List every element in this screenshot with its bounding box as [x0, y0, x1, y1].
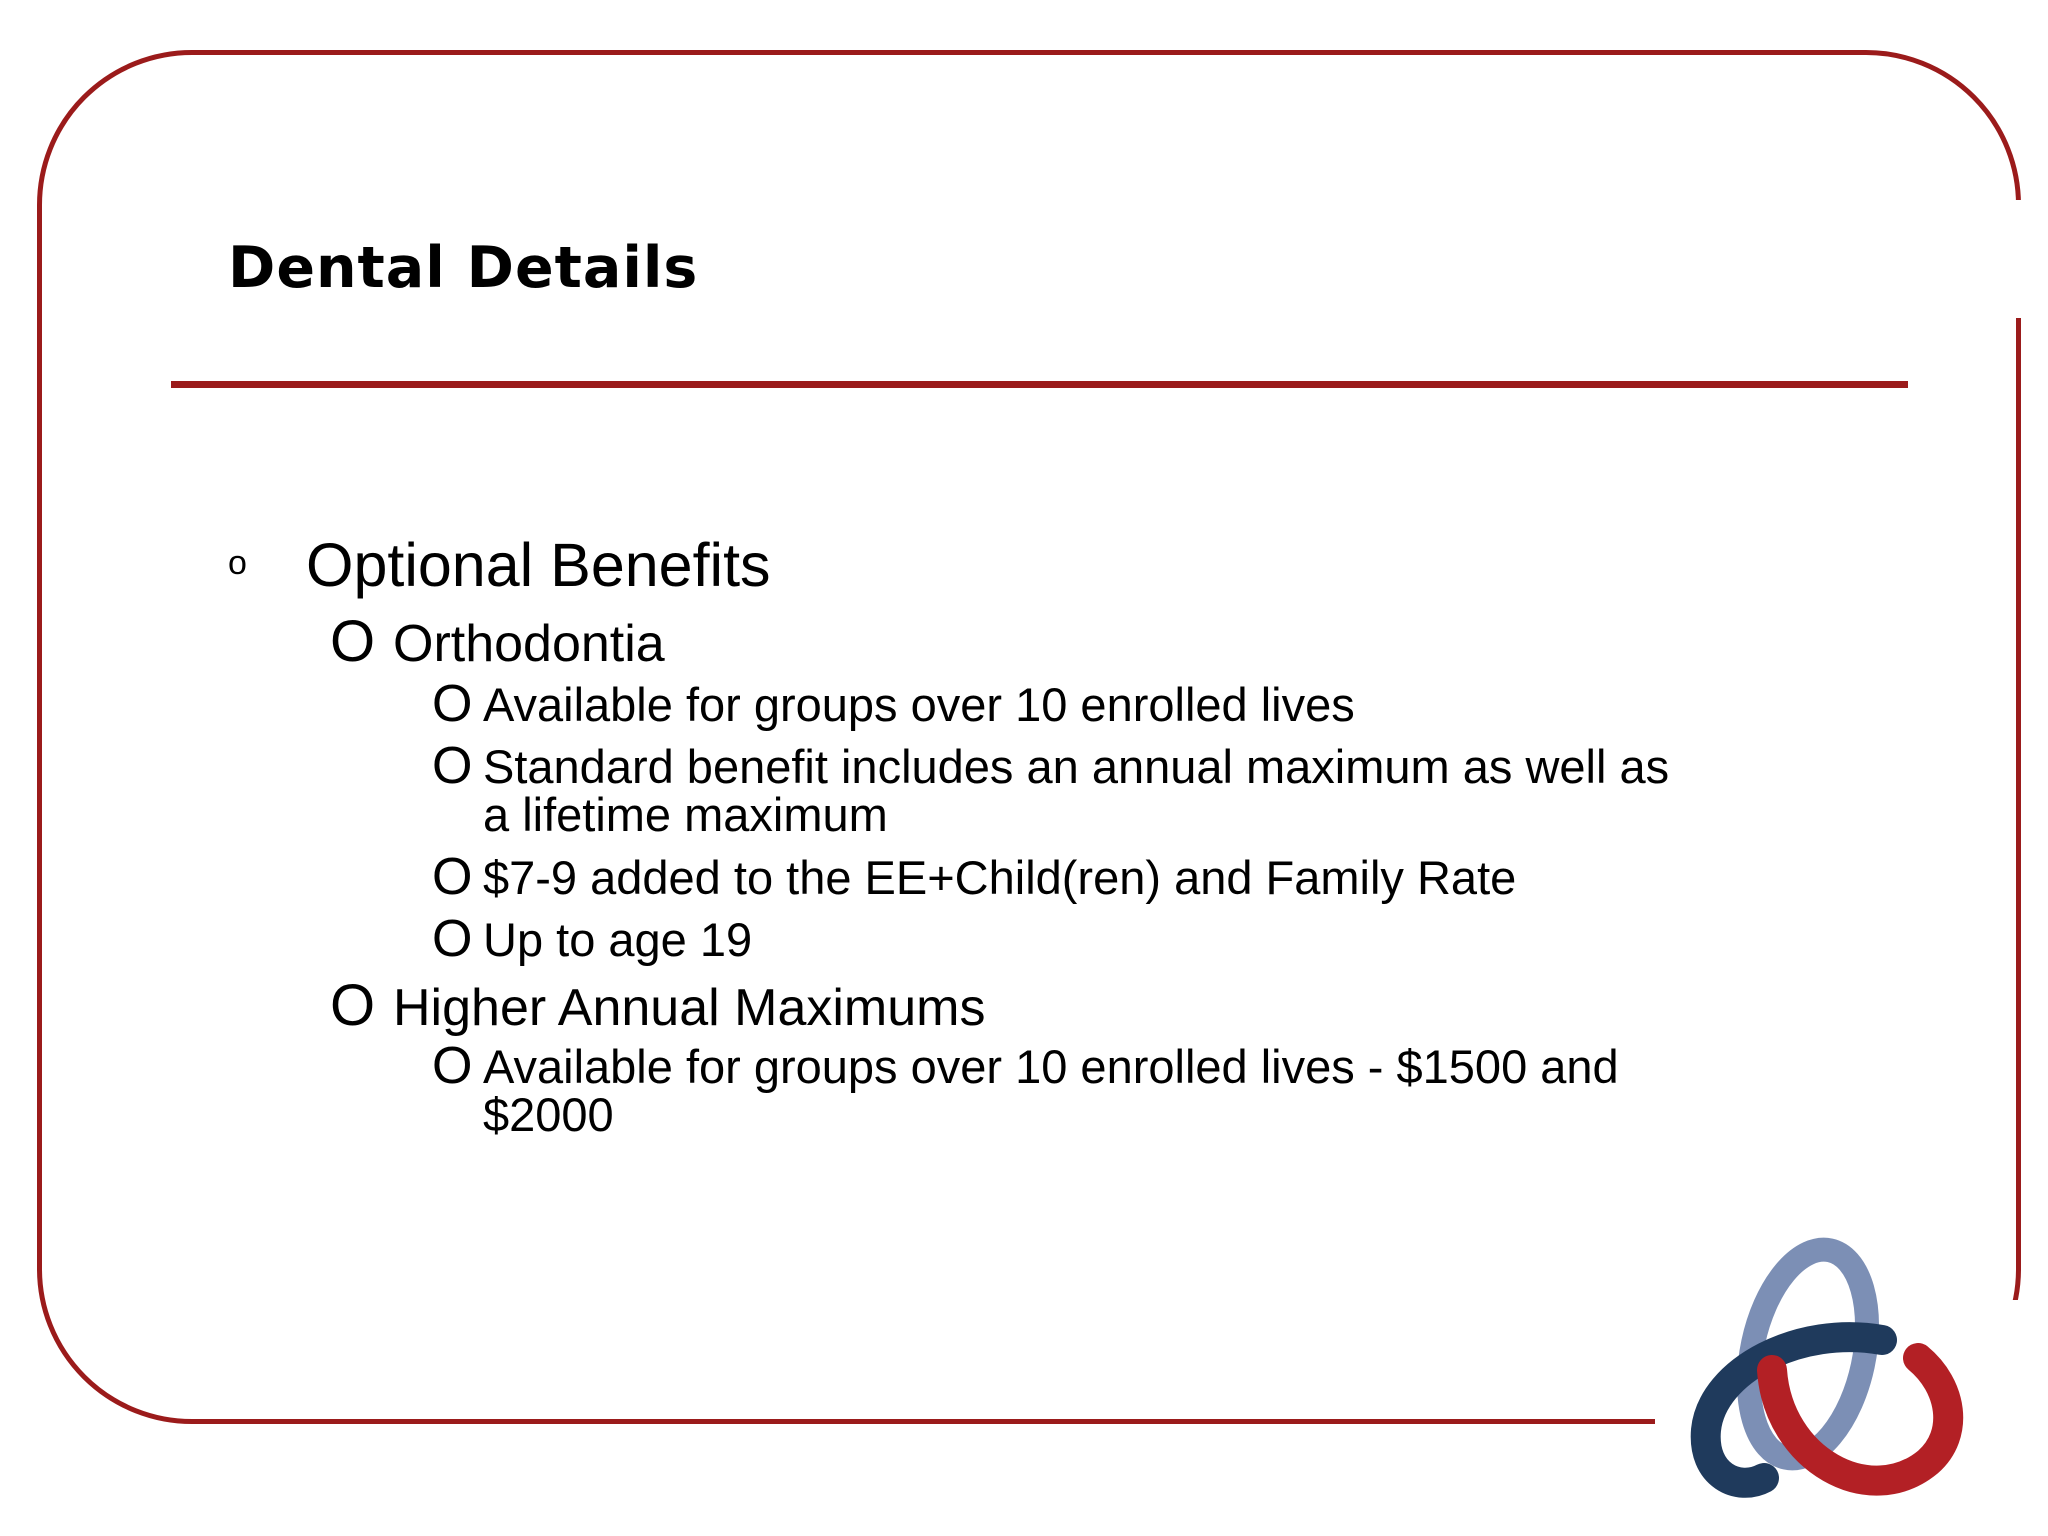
- list-item-maximums-availability: [432, 1037, 1619, 1141]
- list-item-ortho-rate: [432, 848, 1517, 906]
- list-item-text: [483, 1040, 1619, 1141]
- bullet-icon: O: [432, 737, 473, 795]
- list-item-line: $2000: [483, 1088, 614, 1141]
- list-item-ortho-maximum: [432, 737, 1670, 841]
- bullet-icon: O: [330, 609, 376, 674]
- list-item-text: $7-9 added to the EE+Child(ren) and Family Rate: [483, 851, 1517, 904]
- list-item-higher-annual-maximums: [330, 972, 985, 1039]
- list-item-text: Orthodontia: [393, 615, 665, 673]
- list-item-orthodontia: [330, 608, 665, 675]
- interlocking-rings-logo-icon: [1660, 1230, 1980, 1530]
- list-item-line: a lifetime maximum: [483, 788, 888, 841]
- bullet-icon: o: [228, 544, 247, 582]
- bullet-icon: O: [330, 973, 376, 1038]
- list-item-text: Optional Benefits: [306, 531, 771, 599]
- list-item-line: Available for groups over 10 enrolled lives - $1500 and: [483, 1040, 1619, 1093]
- bullet-icon: O: [432, 910, 473, 968]
- list-item-line: Standard benefit includes an annual maximum as well as: [483, 740, 1670, 793]
- list-item-ortho-availability: [432, 675, 1355, 733]
- bullet-icon: O: [432, 848, 473, 906]
- list-item-text: [483, 740, 1670, 841]
- list-item-text: Higher Annual Maximums: [393, 979, 986, 1037]
- list-item-text: Up to age 19: [483, 913, 753, 966]
- list-item-optional-benefits: [228, 530, 771, 600]
- list-item-text: Available for groups over 10 enrolled lives: [483, 678, 1355, 731]
- bullet-icon: O: [432, 675, 473, 733]
- list-item-ortho-age: [432, 910, 753, 968]
- bullet-icon: O: [432, 1037, 473, 1095]
- slide-title: Dental Details: [228, 235, 699, 301]
